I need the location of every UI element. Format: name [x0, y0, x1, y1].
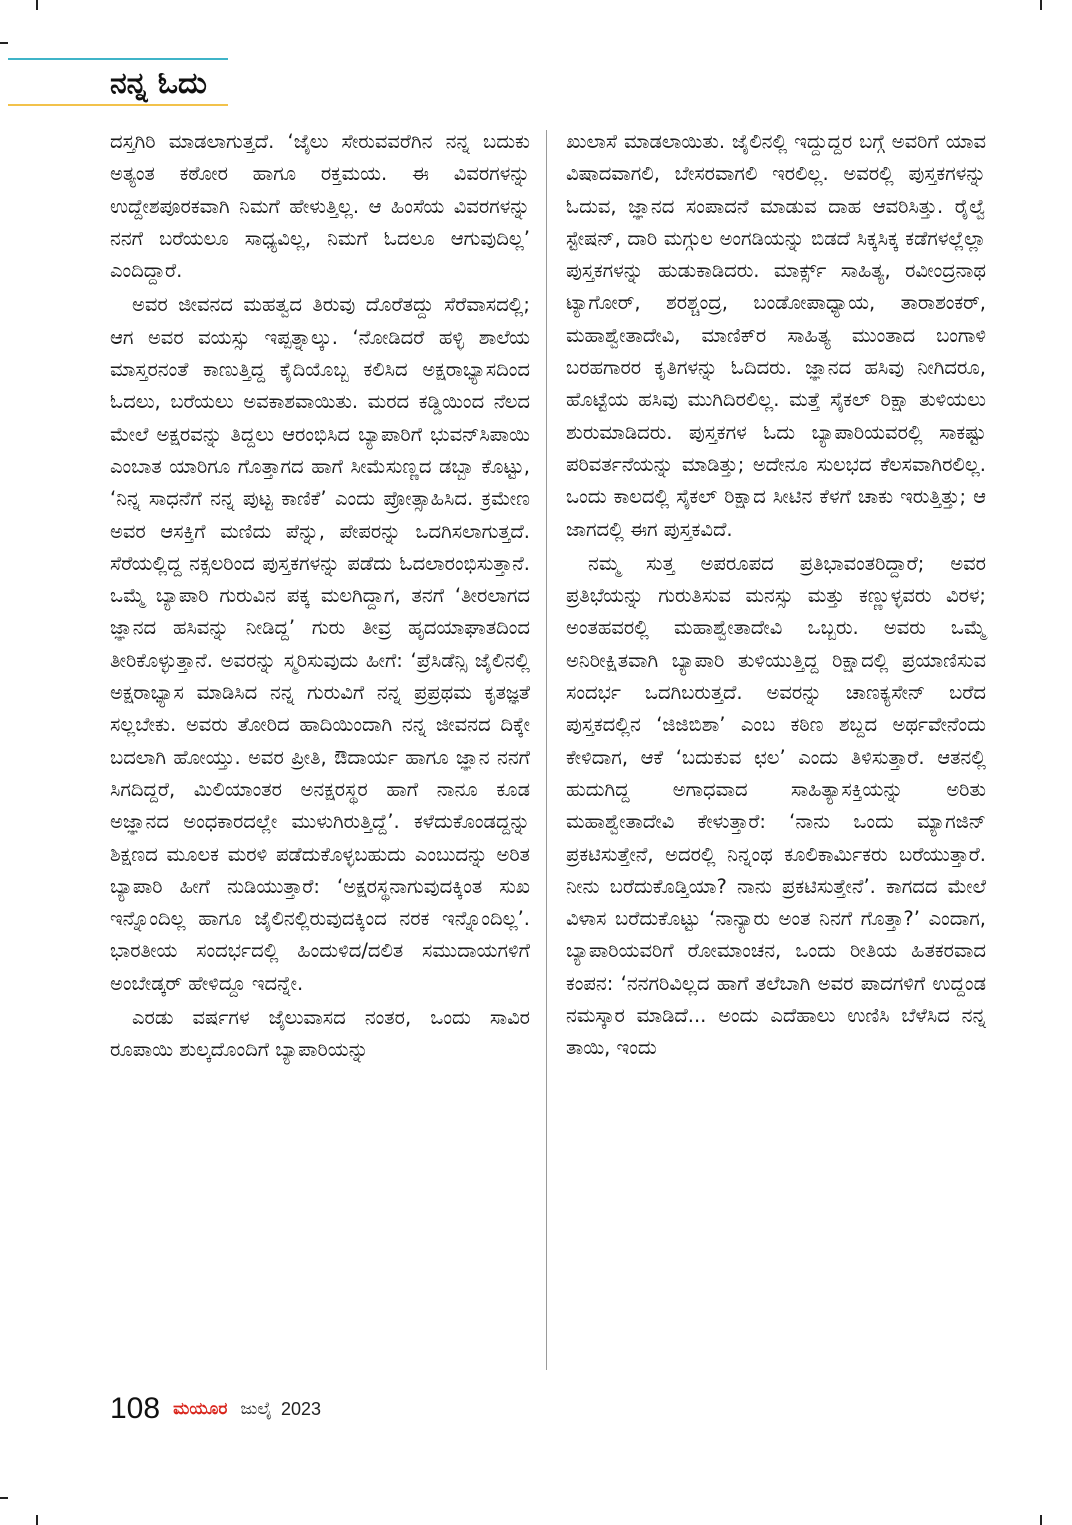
header-rule-top [8, 58, 228, 60]
article-column-right [566, 126, 986, 1065]
column-divider [546, 130, 547, 1370]
magazine-logo: ಮಯೂರ [173, 1399, 228, 1419]
page-number: 108 [110, 1392, 161, 1425]
crop-mark [36, 0, 38, 10]
crop-mark [1040, 0, 1042, 10]
issue-year: 2023 [280, 1398, 321, 1419]
crop-mark [36, 1515, 38, 1525]
issue-month: ಜುಲೈ [240, 1399, 272, 1419]
paragraph: ಖುಲಾಸೆ ಮಾಡಲಾಯಿತು. ಜೈಲಿನಲ್ಲಿ ಇದ್ದುದ್ದರ ಬಗ್ಗೆ ಅವರಿಗೆ ಯಾವ ವಿಷಾದವಾಗಲಿ, ಬೇಸರವಾಗಲಿ ಇರಲಿಲ್ಲ. ಅವರಲ್ಲಿ ಪುಸ್ತಕಗಳನ್ನು ಓದುವ, ಜ್ಞಾನದ ಸಂಪಾದನೆ ಮಾಡುವ ದಾಹ ಆವರಿಸಿತ್ತು. ರೈಲ್ವೆ ಸ್ಟೇಷನ್, ದಾರಿ ಮಗ್ಗುಲ ಅಂಗಡಿಯನ್ನು ಬಿಡದೆ ಸಿಕ್ಕಸಿಕ್ಕ ಕಡೆಗಳಲ್ಲೆಲ್ಲಾ ಪುಸ್ತಕಗಳನ್ನು ಹುಡುಕಾಡಿದರು. ಮಾರ್ಕ್ಸ್ ಸಾಹಿತ್ಯ, ರವೀಂದ್ರನಾಥ ಟ್ಯಾಗೋರ್, ಶರಶ್ಚಂದ್ರ, ಬಂಡೋಪಾಧ್ಯಾಯ, ತಾರಾಶಂಕರ್, ಮಹಾಶ್ವೇತಾದೇವಿ, ಮಾಣಿಕ್‌ರ ಸಾಹಿತ್ಯ ಮುಂತಾದ ಬಂಗಾಳಿ ಬರಹಗಾರರ ಕೃತಿಗಳನ್ನು ಓದಿದರು. ಜ್ಞಾನದ ಹಸಿವು ನೀಗಿದರೂ, ಹೊಟ್ಟೆಯ ಹಸಿವು ಮುಗಿದಿರಲಿಲ್ಲ. ಮತ್ತೆ ಸೈಕಲ್ ರಿಕ್ಷಾ ತುಳಿಯಲು ಶುರುಮಾಡಿದರು. ಪುಸ್ತಕಗಳ ಓದು ಬ್ಯಾಪಾರಿಯವರಲ್ಲಿ ಸಾಕಷ್ಟು ಪರಿವರ್ತನೆಯನ್ನು ಮಾಡಿತ್ತು; ಅದೇನೂ ಸುಲಭದ ಕೆಲಸವಾಗಿರಲಿಲ್ಲ. ಒಂದು ಕಾಲದಲ್ಲಿ ಸೈಕಲ್ ರಿಕ್ಷಾದ ಸೀಟಿನ ಕೆಳಗೆ ಚಾಕು ಇರುತ್ತಿತ್ತು; ಆ ಜಾಗದಲ್ಲಿ ಈಗ ಪುಸ್ತಕವಿದೆ. [566, 130, 986, 541]
paragraph: ದಸ್ತಗಿರಿ ಮಾಡಲಾಗುತ್ತದೆ. ‘ಜೈಲು ಸೇರುವವರೆಗಿನ ನನ್ನ ಬದುಕು ಅತ್ಯಂತ ಕಠೋರ ಹಾಗೂ ರಕ್ತಮಯ. ಈ ವಿವರಗಳನ್ನು ಉದ್ದೇಶಪೂರಕವಾಗಿ ನಿಮಗೆ ಹೇಳುತ್ತಿಲ್ಲ. ಆ ಹಿಂಸೆಯ ವಿವರಗಳನ್ನು ನನಗೆ ಬರೆಯಲೂ ಸಾಧ್ಯವಿಲ್ಲ, ನಿಮಗೆ ಓದಲೂ ಆಗುವುದಿಲ್ಲ’ ಎಂದಿದ್ದಾರೆ. [110, 130, 530, 283]
article-column-left [110, 126, 530, 1067]
paragraph: ನಮ್ಮ ಸುತ್ತ ಅಪರೂಪದ ಪ್ರತಿಭಾವಂತರಿದ್ದಾರೆ; ಅವರ ಪ್ರತಿಭೆಯನ್ನು ಗುರುತಿಸುವ ಮನಸ್ಸು ಮತ್ತು ಕಣ್ಣುಳ್ಳವರು ವಿರಳ; ಅಂತಹವರಲ್ಲಿ ಮಹಾಶ್ವೇತಾದೇವಿ ಒಬ್ಬರು. ಅವರು ಒಮ್ಮೆ ಅನಿರೀಕ್ಷಿತವಾಗಿ ಬ್ಯಾಪಾರಿ ತುಳಿಯುತ್ತಿದ್ದ ರಿಕ್ಷಾದಲ್ಲಿ ಪ್ರಯಾಣಿಸುವ ಸಂದರ್ಭ ಒದಗಿಬರುತ್ತದೆ. ಅವರನ್ನು ಚಾಣಕ್ಯಸೇನ್ ಬರೆದ ಪುಸ್ತಕದಲ್ಲಿನ ‘ಜಿಜಿಬಿಶಾ’ ಎಂಬ ಕಠಿಣ ಶಬ್ದದ ಅರ್ಥವೇನೆಂದು ಕೇಳಿದಾಗ, ಆಕೆ ‘ಬದುಕುವ ಛಲ’ ಎಂದು ತಿಳಿಸುತ್ತಾರೆ. ಆತನಲ್ಲಿ ಹುದುಗಿದ್ದ ಅಗಾಧವಾದ ಸಾಹಿತ್ಯಾಸಕ್ತಿಯನ್ನು ಅರಿತು ಮಹಾಶ್ವೇತಾದೇವಿ ಕೇಳುತ್ತಾರೆ: ‘ನಾನು ಒಂದು ಮ್ಯಾಗಜಿನ್ ಪ್ರಕಟಿಸುತ್ತೇನೆ, ಅದರಲ್ಲಿ ನಿನ್ನಂಥ ಕೂಲಿಕಾರ್ಮಿಕರು ಬರೆಯುತ್ತಾರೆ. ನೀನು ಬರೆದುಕೊಡ್ತಿಯಾ? ನಾನು ಪ್ರಕಟಿಸುತ್ತೇನೆ’. ಕಾಗದದ ಮೇಲೆ ವಿಳಾಸ ಬರೆದುಕೊಟ್ಟು ‘ನಾನ್ಯಾರು ಅಂತ ನಿನಗೆ ಗೊತ್ತಾ?’ ಎಂದಾಗ, ಬ್ಯಾಪಾರಿಯವರಿಗೆ ರೋಮಾಂಚನ, ಒಂದು ರೀತಿಯ ಹಿತಕರವಾದ ಕಂಪನ: ‘ನನಗರಿವಿಲ್ಲದ ಹಾಗೆ ತಲೆಬಾಗಿ ಅವರ ಪಾದಗಳಿಗೆ ಉದ್ದಂಡ ನಮಸ್ಕಾರ ಮಾಡಿದೆ... ಅಂದು ಎದೆಹಾಲು ಉಣಿಸಿ ಬೆಳೆಸಿದ ನನ್ನ ತಾಯಿ, ಇಂದು [566, 551, 986, 1060]
paragraph: ಅವರ ಜೀವನದ ಮಹತ್ವದ ತಿರುವು ದೊರೆತದ್ದು ಸೆರೆವಾಸದಲ್ಲಿ; ಆಗ ಅವರ ವಯಸ್ಸು ಇಪ್ಪತ್ನಾಲ್ಕು. ‘ನೋಡಿದರೆ ಹಳ್ಳಿ ಶಾಲೆಯ ಮಾಸ್ತರನಂತೆ ಕಾಣುತ್ತಿದ್ದ ಕೈದಿಯೊಬ್ಬ ಕಲಿಸಿದ ಅಕ್ಷರಾಭ್ಯಾಸದಿಂದ ಓದಲು, ಬರೆಯಲು ಅವಕಾಶವಾಯಿತು. ಮರದ ಕಡ್ಡಿಯಿಂದ ನೆಲದ ಮೇಲೆ ಅಕ್ಷರವನ್ನು ತಿದ್ದಲು ಆರಂಭಿಸಿದ ಬ್ಯಾಪಾರಿಗೆ ಭುವನ್‌ಸಿಪಾಯಿ ಎಂಬಾತ ಯಾರಿಗೂ ಗೊತ್ತಾಗದ ಹಾಗೆ ಸೀಮೆಸುಣ್ಣದ ಡಬ್ಬಾ ಕೊಟ್ಟು, ‘ನಿನ್ನ ಸಾಧನೆಗೆ ನನ್ನ ಪುಟ್ಟ ಕಾಣಿಕೆ’ ಎಂದು ಪ್ರೋತ್ಸಾಹಿಸಿದ. ಕ್ರಮೇಣ ಅವರ ಆಸಕ್ತಿಗೆ ಮಣಿದು ಪೆನ್ನು, ಪೇಪರನ್ನು ಒದಗಿಸಲಾಗುತ್ತದೆ. ಸೆರೆಯಲ್ಲಿದ್ದ ನಕ್ಸಲರಿಂದ ಪುಸ್ತಕಗಳನ್ನು ಪಡೆದು ಓದಲಾರಂಭಿಸುತ್ತಾನೆ. ಒಮ್ಮೆ ಬ್ಯಾಪಾರಿ ಗುರುವಿನ ಪಕ್ಕ ಮಲಗಿದ್ದಾಗ, ತನಗೆ ‘ತೀರಲಾಗದ ಜ್ಞಾನದ ಹಸಿವನ್ನು ನೀಡಿದ್ದ’ ಗುರು ತೀವ್ರ ಹೃದಯಾಘಾತದಿಂದ ತೀರಿಕೊಳ್ಳುತ್ತಾನೆ. ಅವರನ್ನು ಸ್ಮರಿಸುವುದು ಹೀಗೆ: ‘ಪ್ರೆಸಿಡೆನ್ಸಿ ಜೈಲಿನಲ್ಲಿ ಅಕ್ಷರಾಭ್ಯಾಸ ಮಾಡಿಸಿದ ನನ್ನ ಗುರುವಿಗೆ ನನ್ನ ಪ್ರಪ್ರಥಮ ಕೃತಜ್ಞತೆ ಸಲ್ಲಬೇಕು. ಅವರು ತೋರಿದ ಹಾದಿಯಿಂದಾಗಿ ನನ್ನ ಜೀವನದ ದಿಕ್ಕೇ ಬದಲಾಗಿ ಹೋಯ್ತು. ಅವರ ಪ್ರೀತಿ, ಔದಾರ್ಯ ಹಾಗೂ ಜ್ಞಾನ ನನಗೆ ಸಿಗದಿದ್ದರೆ, ಮಿಲಿಯಾಂತರ ಅನಕ್ಷರಸ್ಥರ ಹಾಗೆ ನಾನೂ ಕೂಡ ಅಜ್ಞಾನದ ಅಂಧಕಾರದಲ್ಲೇ ಮುಳುಗಿರುತ್ತಿದ್ದೆ’. ಕಳೆದುಕೊಂಡದ್ದನ್ನು ಶಿಕ್ಷಣದ ಮೂಲಕ ಮರಳಿ ಪಡೆದುಕೊಳ್ಳಬಹುದು ಎಂಬುದನ್ನು ಅರಿತ ಬ್ಯಾಪಾರಿ ಹೀಗೆ ನುಡಿಯುತ್ತಾರೆ: ‘ಅಕ್ಷರಸ್ಥನಾಗುವುದಕ್ಕಿಂತ ಸುಖ ಇನ್ನೊಂದಿಲ್ಲ ಹಾಗೂ ಜೈಲಿನಲ್ಲಿರುವುದಕ್ಕಿಂದ ನರಕ ಇನ್ನೊಂದಿಲ್ಲ’. ಭಾರತೀಯ ಸಂದರ್ಭದಲ್ಲಿ ಹಿಂದುಳಿದ/ದಲಿತ ಸಮುದಾಯಗಳಿಗೆ ಅಂಬೇಡ್ಕರ್ ಹೇಳಿದ್ದೂ ಇದನ್ನೇ. [110, 293, 530, 995]
page-footer [110, 1392, 321, 1428]
header-rule-bottom [8, 104, 228, 106]
paragraph: ಎರಡು ವರ್ಷಗಳ ಜೈಲುವಾಸದ ನಂತರ, ಒಂದು ಸಾವಿರ ರೂಪಾಯಿ ಶುಲ್ಕದೊಂದಿಗೆ ಬ್ಯಾಪಾರಿಯನ್ನು [110, 1006, 530, 1062]
crop-mark [0, 42, 8, 44]
section-title: ನನ್ನ ಓದು [110, 66, 207, 101]
crop-mark [0, 1497, 8, 1499]
crop-mark [1040, 1515, 1042, 1525]
